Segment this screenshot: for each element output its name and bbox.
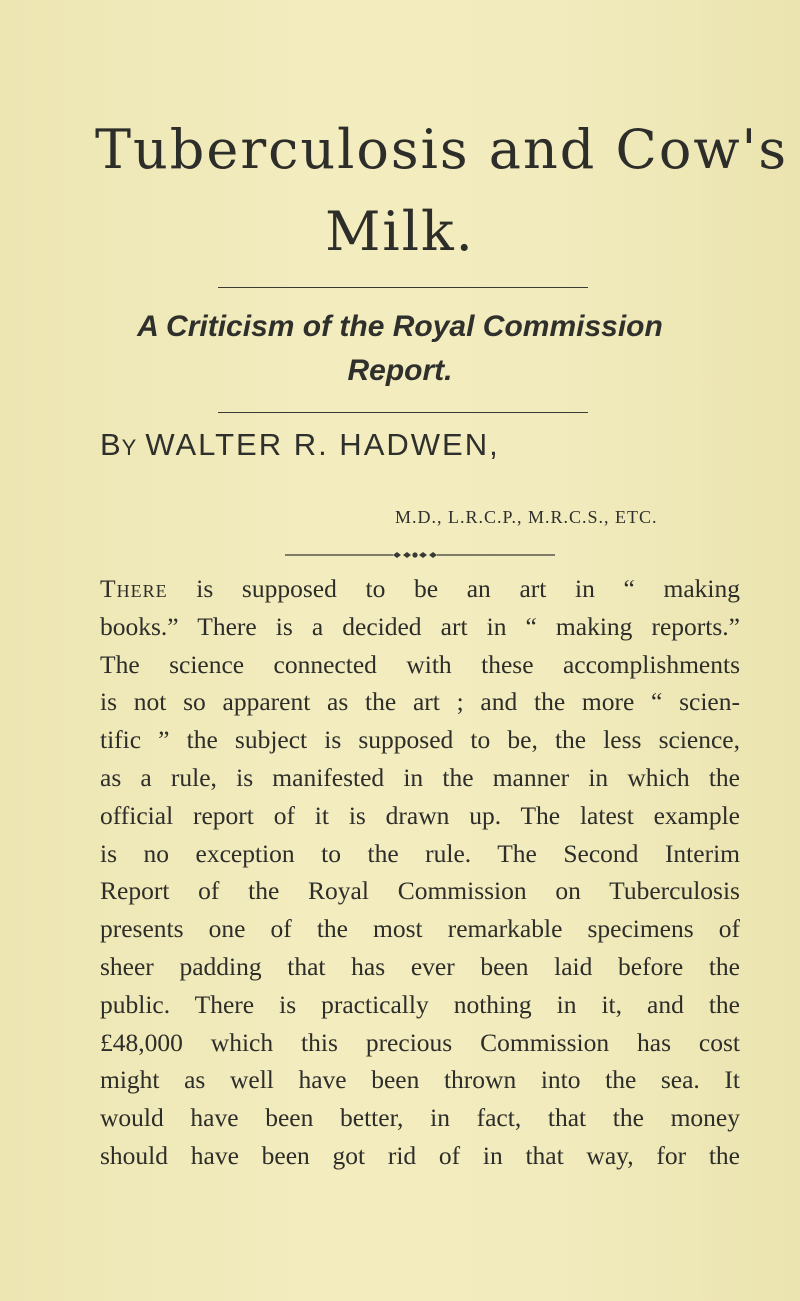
body-line: is not so apparent as the art ; and the more “ scien- <box>100 687 740 717</box>
body-line: The science connected with these accomplishments <box>100 649 740 679</box>
body-line: is no exception to the rule. The Second Interim <box>100 838 740 868</box>
title-divider-bottom <box>218 412 588 413</box>
subtitle-line-2: Report. <box>347 354 453 387</box>
drop-word: There <box>100 574 168 603</box>
body-line: would have been better, in fact, that the money <box>100 1103 740 1133</box>
body-line: There is supposed to be an art in “ making <box>100 574 740 603</box>
body-line: official report of it is drawn up. The latest example <box>100 800 740 830</box>
section-ornament-divider <box>285 548 555 562</box>
body-line: might as well have been thrown into the sea. It <box>100 1065 740 1095</box>
body-line: tific ” the subject is supposed to be, the less science, <box>100 725 740 755</box>
body-line: as a rule, is manifested in the manner in which the <box>100 762 740 792</box>
body-line: £48,000 which this precious Commission has cost <box>100 1027 740 1057</box>
body-line: public. There is practically nothing in it, and the <box>100 989 740 1019</box>
title-divider-top <box>218 287 588 288</box>
body-paragraph <box>100 570 740 1175</box>
subtitle-line-1: A Criticism of the Royal Commission <box>137 310 663 343</box>
author-name: WALTER R. HADWEN, <box>145 427 500 462</box>
page-title-line-1: Tuberculosis and Cow's <box>95 118 789 181</box>
author-credentials: M.D., L.R.C.P., M.R.C.S., ETC. <box>395 507 658 527</box>
byline <box>100 427 500 463</box>
page-title-line-2: Milk. <box>325 200 475 263</box>
body-line: presents one of the most remarkable specimens of <box>100 914 740 944</box>
body-line: Report of the Royal Commission on Tuberculosis <box>100 876 740 906</box>
body-line: books.” There is a decided art in “ making reports.” <box>100 611 740 641</box>
body-line: should have been got rid of in that way, for the <box>100 1140 740 1170</box>
byline-prefix: By <box>100 427 138 462</box>
body-line: sheer padding that has ever been laid before the <box>100 951 740 981</box>
